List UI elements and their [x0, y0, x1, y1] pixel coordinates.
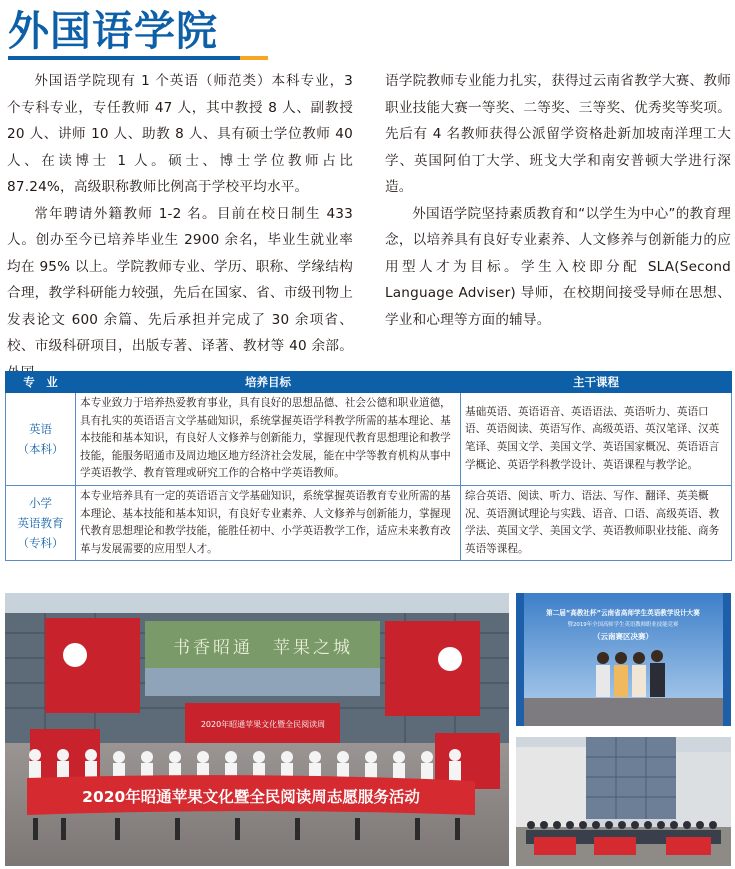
header-courses: 主干课程	[461, 372, 732, 393]
table-header-row	[6, 372, 732, 393]
contest-subtitle: 暨2019年全国高师学生英语教师职业技能竞赛	[567, 622, 679, 628]
header-goal: 培养目标	[76, 372, 461, 393]
major-name: 英语	[29, 421, 52, 436]
contest-region: （云南赛区决赛）	[593, 632, 653, 641]
intro-right-column	[385, 68, 731, 333]
contest-title: 第二届“高教社杯”云南省高师学生英语教学设计大赛	[546, 609, 700, 617]
major-cell	[6, 393, 76, 486]
major-level: （本科）	[17, 441, 64, 456]
major-cell	[6, 485, 76, 560]
intro-paragraph-2: 常年聘请外籍教师 1-2 名。目前在校日制生 433 人。创办至今已培养毕业生 2900 余名，毕业生就业率均在 95% 以上。学院教师专业、学历、职称、学缘结构合理，教学科研能力较强，先后在国家、省、市级刊物上发表论文 600 余篇、先后承担并完成了 30 余项省、校、市级科研项目，出版专著、译著、教材等 40 余部。	[7, 205, 353, 354]
table-row	[6, 485, 732, 560]
major-name-continued: 英语教育	[17, 516, 64, 531]
volunteer-event-photo	[5, 593, 509, 866]
title-underline	[8, 56, 260, 60]
group-photo	[516, 737, 731, 866]
intro-left-column	[7, 68, 353, 386]
billboard-text: 书香昭通 苹果之城	[173, 638, 353, 658]
banner-text: 2020年昭通苹果文化暨全民阅读周志愿服务活动	[82, 788, 420, 806]
page-title-block	[8, 6, 268, 62]
major-name: 小学	[29, 496, 52, 511]
teaching-contest-photo	[516, 593, 731, 726]
table-row	[6, 393, 732, 486]
intro-paragraph-3: 外国语学院坚持素质教育和“以学生为中心”的教育理念，以培养具有良好专业素养、人文修养与创新能力的应用型人才为目标。学生入校即分配 SLA(Second Language Adviser) 导师，在校期间接受导师在思想、学业和心理等方面的辅导。	[385, 205, 731, 328]
page-title: 外国语学院	[8, 7, 218, 55]
goal-cell: 本专业培养具有一定的英语语言文学基础知识，系统掌握英语教育专业所需的基本理论、基本技能和基本知识，有良好专业素养、人文修养与创新能力，掌握现代教育思想理论和教学技能，能胜任初中、小学英语教学工作，适应未来教育改革与发展需要的应用型人才。	[76, 485, 461, 560]
stage-text: 2020年昭通苹果文化暨全民阅读周	[200, 720, 326, 729]
major-level: （专科）	[17, 536, 64, 551]
courses-cell: 综合英语、阅读、听力、语法、写作、翻译、英美概况、英语测试理论与实践、语音、口语、高级英语、教学法、英国文学、美国文学、英语教师职业技能、商务英语等课程。	[461, 485, 732, 560]
intro-paragraph-1: 外国语学院现有 1 个英语（师范类）本科专业，3 个专科专业，专任教师 47 人，其中教授 8 人、副教授 20 人、讲师 10 人、助教 8 人、具有硕士学位教师 40 人、在读博士 1 人。硕士、博士学位教师占比 87.24%，高级职称教师比例高于学校平均水平。	[7, 73, 353, 195]
courses-cell: 基础英语、英语语音、英语语法、英语听力、英语口语、英语阅读、英语写作、高级英语、英汉笔译、汉英笔译、英国文学、美国文学、英语国家概况、英语语言学概论、英语学科教学设计、英语课程与教学论。	[461, 393, 732, 486]
curriculum-table	[5, 371, 732, 561]
goal-cell: 本专业致力于培养热爱教育事业，具有良好的思想品德、社会公德和职业道德，具有扎实的英语语言文学基础知识，系统掌握英语学科教学所需的基本理论、基本技能和基本知识，有良好人文修养与创新能力，掌握现代教育思想理论和教学技能，能服务昭通市及周边地区地方经济社会发展，能在中学等教育机构从事中学英语教学、教育管理或研究工作的合格中学英语教师。	[76, 393, 461, 486]
header-major: 专 业	[6, 372, 76, 393]
intro-paragraph-2-continued: 语学院教师专业能力扎实，获得过云南省教学大赛、教师职业技能大赛一等奖、二等奖、三等奖、优秀奖等奖项。先后有 4 名教师获得公派留学资格赴新加坡南洋理工大学、英国阿伯丁大学、班戈大学和南安普顿大学进行深造。	[385, 73, 731, 195]
